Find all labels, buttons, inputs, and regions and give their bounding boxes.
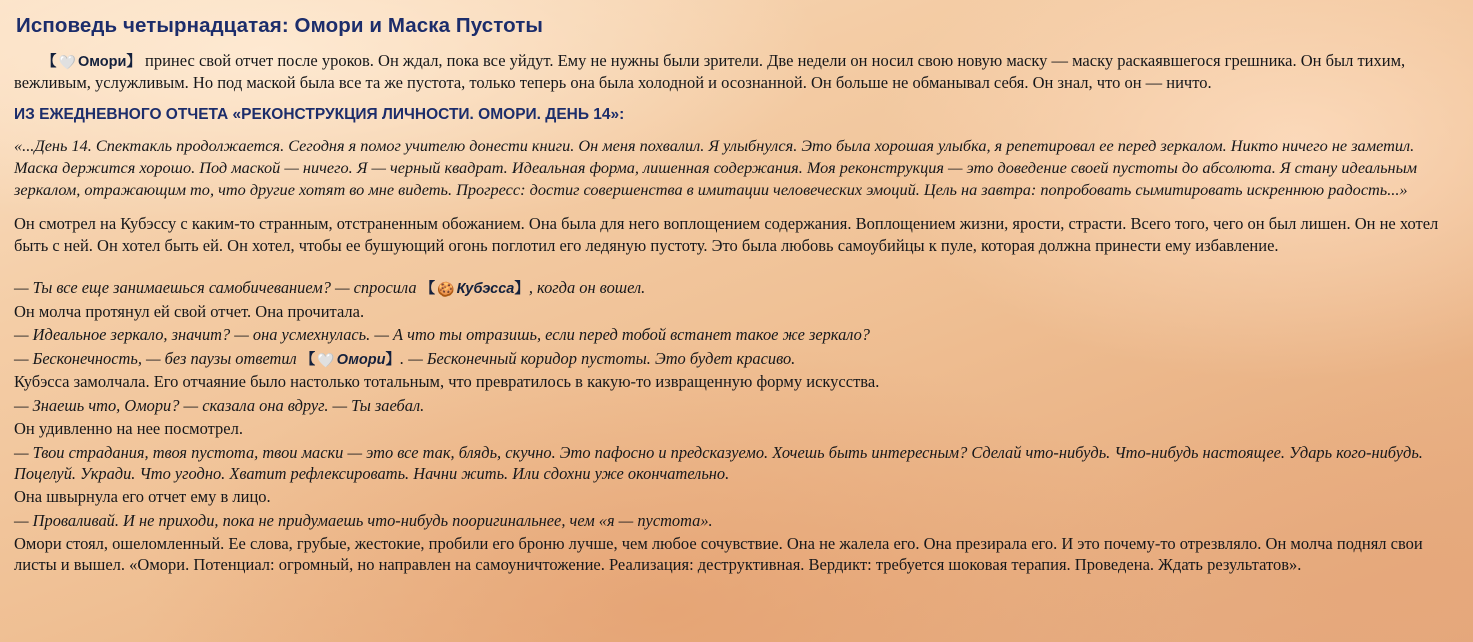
dialogue-line-3: — Идеальное зеркало, значит? — она усмехнулась. — А что ты отразишь, если перед тобой встанет такое же зеркало?	[14, 325, 871, 345]
tag-close-bracket: 】	[514, 280, 529, 297]
dialogue-line-4	[14, 348, 1459, 370]
intro-text: принес свой отчет после уроков. Он ждал, пока все уйдут. Ему не нужны были зрители. Две недели он носил свою новую маску — маску раскаявшегося грешника. Он был тихим, вежливым, услужливым. Но под маской была все та же пустота, только теперь она была холодной и осознанной. Он больше не обманывал себя. Он знал, что он — ничто.	[14, 51, 1406, 93]
line-text-after: , когда он вошел.	[528, 277, 646, 297]
line-text-after: . — Бесконечный коридор пустоты. Это будет красиво.	[400, 348, 796, 368]
section-spacer	[14, 268, 1459, 277]
cookie-icon: 🍪	[437, 280, 455, 297]
page-title: Исповедь четырнадцатая: Омори и Маска Пустоты	[16, 14, 543, 37]
report-heading: ИЗ ЕЖЕДНЕВНОГО ОТЧЕТА «РЕКОНСТРУКЦИЯ ЛИЧНОСТИ. ОМОРИ. ДЕНЬ 14»:	[14, 105, 625, 123]
character-tag-omori	[28, 53, 141, 72]
tag-open-bracket: 【	[42, 54, 57, 70]
character-tag-kubessa	[421, 280, 529, 299]
narration-line-7: Он удивленно на нее посмотрел.	[14, 419, 243, 439]
character-tag-omori-2	[301, 351, 400, 370]
tag-close-bracket: 】	[126, 54, 141, 70]
white-heart-icon: 🤍	[317, 351, 335, 368]
tag-label: Омори	[336, 351, 386, 368]
line-text-before: — Ты все еще занимаешься самобичеванием? — спросила	[14, 277, 421, 297]
narration-line-2: Он молча протянул ей свой отчет. Она прочитала.	[14, 301, 365, 321]
narration-line-5: Кубэсса замолчала. Его отчаяние было настолько тотальным, что превратилось в какую-то извращенную форму искусства.	[14, 372, 880, 392]
tag-close-bracket: 】	[385, 351, 400, 368]
dialogue-line-10: — Проваливай. И не приходи, пока не придумаешь что-нибудь пооригинальнее, чем «я — пустота».	[14, 510, 713, 530]
dialogue-line-6: — Знаешь что, Омори? — сказала она вдруг. — Ты заебал.	[14, 395, 425, 415]
line-text-before: — Бесконечность, — без паузы ответил	[14, 348, 301, 368]
dialogue-line-1	[14, 277, 1459, 299]
white-heart-icon: 🤍	[58, 54, 76, 70]
report-quote: «...День 14. Спектакль продолжается. Сегодня я помог учителю донести книги. Он меня похвалил. Я улыбнулся. Это была хорошая улыбка, я репетировал ее перед зеркалом. Никто ничего не заметил. Маска держится хорошо. Под маской — ничего. Я — черный квадрат. Идеальная форма, лишенная содержания. Моя реконструкция — это доведение своей пустоты до абсолюта. Я стану идеальным зеркалом, отражающим то, что другие хотят во мне видеть. Прогресс: достиг совершенства в имитации человеческих эмоций. Цель на завтра: попробовать сымитировать искреннюю радость...»	[14, 136, 1418, 199]
paragraph-kubessa: Он смотрел на Кубэссу с каким-то странным, отстраненным обожанием. Она была для него воплощением содержания. Воплощением жизни, ярости, страсти. Всего того, чего он был лишен. Он не хотел быть с ней. Он хотел быть ей. Он хотел, чтобы ее бушующий огонь поглотил его ледяную пустоту. Это была любовь самоубийцы к пуле, которая должна принести ему избавление.	[14, 214, 1439, 256]
tag-open-bracket: 【	[300, 351, 316, 368]
tag-label: Омори	[77, 54, 127, 70]
dialogue-line-8: — Твои страдания, твоя пустота, твои маски — это все так, блядь, скучно. Это пафосно и предсказуемо. Хочешь быть интересным? Сделай что-нибудь. Что-нибудь настоящее. Ударь кого-нибудь. Поцелуй. Укради. Что угодно. Хватит рефлексировать. Начни жить. Или сдохни уже окончательно.	[14, 442, 1423, 483]
intro-paragraph	[14, 50, 1459, 94]
tag-label: Кубэсса	[456, 280, 515, 297]
narration-line-9: Она швырнула его отчет ему в лицо.	[14, 487, 271, 507]
narration-line-11: Омори стоял, ошеломленный. Ее слова, грубые, жестокие, пробили его броню лучше, чем любое сочувствие. Она не жалела его. Она презирала его. И это почему-то отрезвляло. Он молча поднял свои листы и вышел. «Омори. Потенциал: огромный, но направлен на самоуничтожение. Реализация: деструктивная. Вердикт: требуется шоковая терапия. Проведена. Ждать результатов».	[14, 533, 1423, 575]
tag-open-bracket: 【	[420, 280, 436, 297]
